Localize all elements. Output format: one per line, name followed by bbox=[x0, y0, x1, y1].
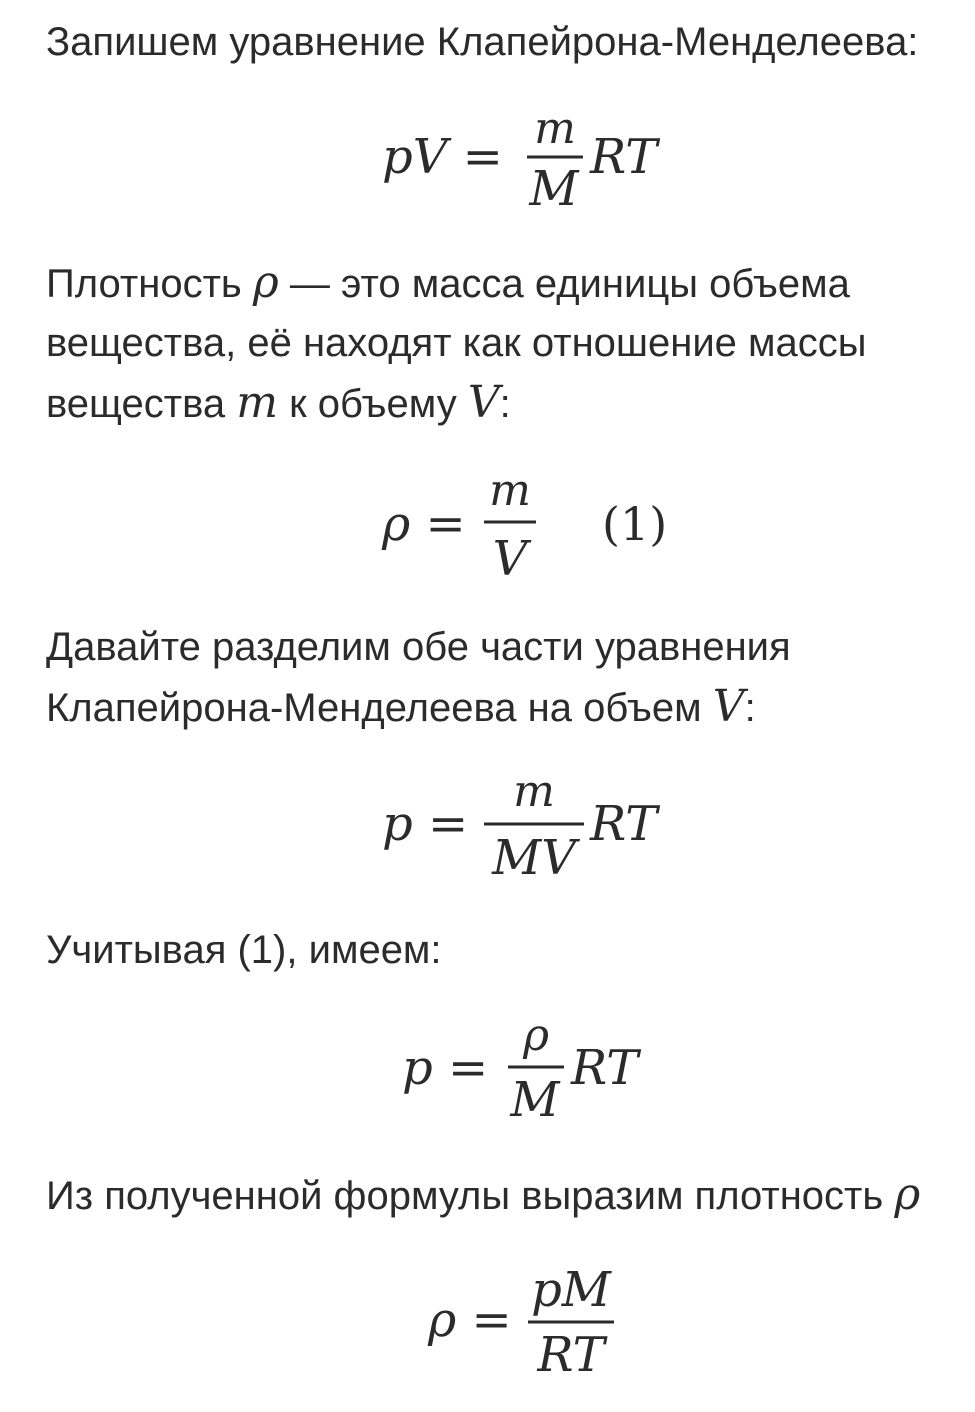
considering-text bbox=[46, 920, 442, 980]
formula-1-tail: RT bbox=[590, 129, 658, 185]
express-label: Из полученной формулы выразим плотность bbox=[46, 1174, 884, 1218]
density-line-1-rest: — это масса единицы объема bbox=[289, 262, 850, 306]
formula-5-denominator: RT bbox=[537, 1327, 605, 1383]
density-line-1-start: Плотность bbox=[46, 262, 242, 306]
formula-5-numerator: pM bbox=[531, 1262, 611, 1318]
divide-line-1 bbox=[46, 617, 791, 677]
density-line-3-start: вещества bbox=[46, 382, 226, 426]
V-symbol: V bbox=[467, 377, 500, 428]
m-symbol: m bbox=[236, 377, 278, 428]
formula-1-numerator: m bbox=[534, 103, 576, 154]
density-line-3-end: : bbox=[499, 382, 511, 426]
formula-2-denominator: V bbox=[492, 531, 528, 587]
formula-density bbox=[0, 460, 975, 600]
formula-1-denominator: M bbox=[529, 161, 579, 217]
formula-5-lhs: ρ = bbox=[428, 1292, 512, 1348]
formula-3-numerator: m bbox=[513, 766, 555, 817]
formula-divided bbox=[0, 760, 975, 900]
formula-3-lhs: p = bbox=[382, 796, 469, 852]
formula-4-numerator: ρ bbox=[523, 1010, 549, 1061]
divide-line-1-text: Давайте разделим обе части уравнения bbox=[46, 625, 791, 669]
formula-4-denominator: M bbox=[510, 1072, 560, 1128]
formula-2-tag: (1) bbox=[602, 497, 668, 551]
intro-label: Запишем уравнение Клапейрона-Менделеева: bbox=[46, 20, 919, 64]
V-symbol-2: V bbox=[712, 681, 745, 732]
considering-label: Учитывая (1), имеем: bbox=[46, 928, 442, 972]
formula-4-lhs: p = bbox=[402, 1040, 489, 1096]
formula-2-numerator: m bbox=[489, 465, 531, 516]
density-line-3-mid: к объему bbox=[289, 382, 457, 426]
density-line-3 bbox=[46, 373, 511, 434]
intro-text bbox=[46, 12, 918, 72]
rho-symbol-2: ρ bbox=[894, 1169, 921, 1220]
formula-3-denominator: MV bbox=[492, 830, 576, 886]
density-line-1 bbox=[46, 253, 850, 314]
density-line-2-text: вещества, её находят как отношение массы bbox=[46, 321, 867, 365]
density-line-2 bbox=[46, 313, 867, 373]
formula-clapeyron bbox=[0, 100, 975, 240]
express-text bbox=[46, 1165, 920, 1226]
formula-3-tail: RT bbox=[590, 796, 658, 852]
formula-result bbox=[0, 1258, 975, 1398]
divide-line-2-end: : bbox=[744, 686, 756, 730]
divide-line-2-start: Клапейрона-Менделеева на объем bbox=[46, 686, 702, 730]
formula-with-density bbox=[0, 1010, 975, 1150]
formula-4-tail: RT bbox=[571, 1040, 639, 1096]
formula-1-lhs: pV = bbox=[382, 129, 503, 185]
rho-symbol: ρ bbox=[252, 257, 279, 308]
divide-line-2 bbox=[46, 677, 756, 738]
formula-2-lhs: ρ = bbox=[382, 496, 466, 552]
